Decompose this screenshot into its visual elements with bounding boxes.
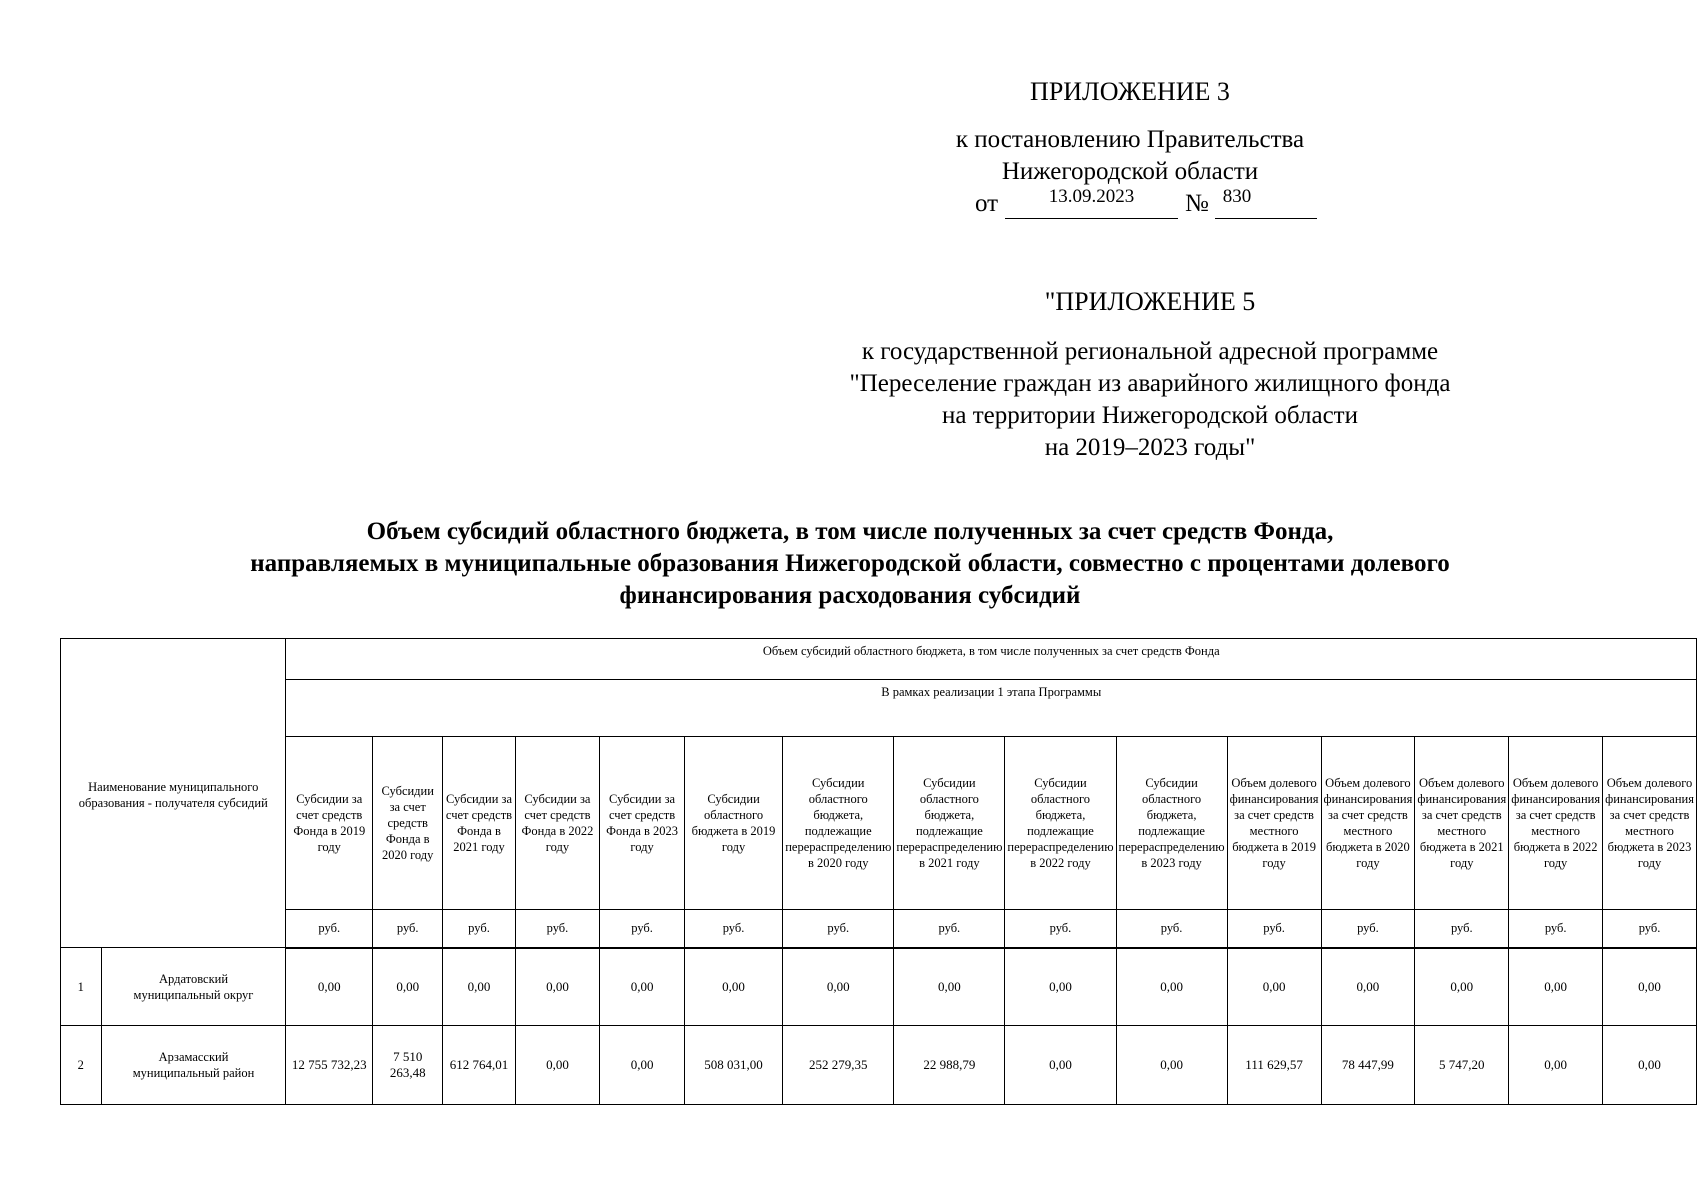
- unit-cell: руб.: [1321, 910, 1415, 948]
- value-cell: 0,00: [286, 948, 373, 1026]
- table-top-rule-extension: [1624, 638, 1646, 639]
- unit-cell: руб.: [515, 910, 600, 948]
- table-row: [61, 1026, 1697, 1105]
- appendix-3-line-2: Нижегородской области: [1001, 158, 1259, 185]
- date-underline: [1005, 218, 1178, 219]
- column-header: Объем долевого финансирования за счет средств местного бюджета в 2022 году: [1509, 737, 1603, 910]
- unit-cell: руб.: [600, 910, 685, 948]
- subsidy-table-wrapper: [60, 638, 1697, 1105]
- value-cell: 508 031,00: [684, 1026, 782, 1105]
- column-header: Субсидии за счет средств Фонда в 2021 году: [443, 737, 515, 910]
- appendix-5-block: [950, 284, 1350, 320]
- value-cell: 0,00: [1509, 948, 1603, 1026]
- value-cell: 5 747,20: [1415, 1026, 1509, 1105]
- appendix-5-line-3: на территории Нижегородской области: [941, 402, 1358, 429]
- unit-cell: руб.: [783, 910, 894, 948]
- value-cell: 78 447,99: [1321, 1026, 1415, 1105]
- decree-number: 830: [1222, 186, 1252, 207]
- column-header: Субсидии областного бюджета, подлежащие перераспределению в 2023 году: [1116, 737, 1227, 910]
- value-cell: 0,00: [1509, 1026, 1603, 1105]
- decree-date-line: [975, 186, 1335, 222]
- value-cell: 7 510 263,48: [373, 1026, 443, 1105]
- column-header: Субсидии областного бюджета, подлежащие перераспределению в 2020 году: [783, 737, 894, 910]
- value-cell: 0,00: [1603, 948, 1697, 1026]
- document-heading: [100, 516, 1600, 612]
- value-cell: 0,00: [373, 948, 443, 1026]
- value-cell: 0,00: [600, 1026, 685, 1105]
- subsidy-table: [60, 638, 1697, 1105]
- table-body: [61, 948, 1697, 1105]
- value-cell: 12 755 732,23: [286, 1026, 373, 1105]
- value-cell: 0,00: [1116, 1026, 1227, 1105]
- unit-cell: руб.: [1005, 910, 1116, 948]
- value-cell: 0,00: [783, 948, 894, 1026]
- value-cell: 252 279,35: [783, 1026, 894, 1105]
- appendix-5-line-2: "Переселение граждан из аварийного жилищного фонда: [849, 370, 1451, 397]
- column-header: Субсидии за счет средств Фонда в 2020 году: [373, 737, 443, 910]
- unit-cell: руб.: [286, 910, 373, 948]
- unit-cell: руб.: [373, 910, 443, 948]
- unit-cell: руб.: [1603, 910, 1697, 948]
- value-cell: 0,00: [515, 1026, 600, 1105]
- value-cell: 0,00: [894, 948, 1005, 1026]
- row-number: 1: [61, 948, 102, 1026]
- number-sign: №: [1185, 190, 1209, 217]
- column-header: Субсидии областного бюджета в 2019 году: [684, 737, 782, 910]
- appendix-3-line-1: к постановлению Правительства: [955, 126, 1305, 153]
- unit-cell: руб.: [1415, 910, 1509, 948]
- stage-header: В рамках реализации 1 этапа Программы: [286, 680, 1697, 737]
- appendix-5-title: "ПРИЛОЖЕНИЕ 5: [1044, 287, 1256, 316]
- column-header: Объем долевого финансирования за счет средств местного бюджета в 2021 году: [1415, 737, 1509, 910]
- municipality-name: Арзамасский муниципальный район: [101, 1026, 286, 1105]
- table-row: [61, 948, 1697, 1026]
- appendix-3-block: [940, 74, 1320, 110]
- appendix-3-reference: [900, 124, 1360, 188]
- column-header: Субсидии областного бюджета, подлежащие перераспределению в 2021 году: [894, 737, 1005, 910]
- column-header-row: [61, 737, 1697, 910]
- value-cell: 0,00: [600, 948, 685, 1026]
- value-cell: 0,00: [1116, 948, 1227, 1026]
- value-cell: 22 988,79: [894, 1026, 1005, 1105]
- unit-cell: руб.: [684, 910, 782, 948]
- appendix-5-line-4: на 2019–2023 годы": [1044, 434, 1256, 461]
- value-cell: 0,00: [1415, 948, 1509, 1026]
- decree-date: 13.09.2023: [1048, 186, 1135, 207]
- value-cell: 0,00: [1603, 1026, 1697, 1105]
- value-cell: 0,00: [443, 948, 515, 1026]
- column-header: Субсидии областного бюджета, подлежащие перераспределению в 2022 году: [1005, 737, 1116, 910]
- column-header: Субсидии за счет средств Фонда в 2019 году: [286, 737, 373, 910]
- value-cell: 0,00: [1321, 948, 1415, 1026]
- appendix-3-title: ПРИЛОЖЕНИЕ 3: [1030, 77, 1230, 106]
- unit-cell: руб.: [894, 910, 1005, 948]
- column-header: Субсидии за счет средств Фонда в 2022 году: [515, 737, 600, 910]
- unit-row: [61, 910, 1697, 948]
- unit-cell: руб.: [1227, 910, 1321, 948]
- unit-cell: руб.: [1116, 910, 1227, 948]
- appendix-5-reference: [760, 336, 1540, 464]
- value-cell: 0,00: [684, 948, 782, 1026]
- column-header: Объем долевого финансирования за счет средств местного бюджета в 2020 году: [1321, 737, 1415, 910]
- heading-line-2: направляемых в муниципальные образования Нижегородской области, совместно с процентами долевого: [250, 550, 1450, 577]
- appendix-5-line-1: к государственной региональной адресной программе: [861, 338, 1439, 365]
- column-header: Субсидии за счет средств Фонда в 2023 году: [600, 737, 685, 910]
- municipality-name-header: Наименование муниципального образования - получателя субсидий: [61, 639, 286, 948]
- value-cell: 111 629,57: [1227, 1026, 1321, 1105]
- column-header: Объем долевого финансирования за счет средств местного бюджета в 2019 году: [1227, 737, 1321, 910]
- value-cell: 0,00: [1005, 1026, 1116, 1105]
- value-cell: 0,00: [1227, 948, 1321, 1026]
- value-cell: 0,00: [515, 948, 600, 1026]
- value-cell: 0,00: [1005, 948, 1116, 1026]
- heading-line-3: финансирования расходования субсидий: [619, 582, 1081, 609]
- municipality-name: Ардатовский муниципальный округ: [101, 948, 286, 1026]
- unit-cell: руб.: [1509, 910, 1603, 948]
- subsidy-group-header: Объем субсидий областного бюджета, в том числе полученных за счет средств Фонда: [286, 639, 1697, 680]
- value-cell: 612 764,01: [443, 1026, 515, 1105]
- date-prefix: от: [975, 190, 999, 217]
- row-number: 2: [61, 1026, 102, 1105]
- unit-cell: руб.: [443, 910, 515, 948]
- heading-line-1: Объем субсидий областного бюджета, в том числе полученных за счет средств Фонда,: [366, 518, 1334, 545]
- column-header: Объем долевого финансирования за счет средств местного бюджета в 2023 году: [1603, 737, 1697, 910]
- number-underline: [1215, 218, 1317, 219]
